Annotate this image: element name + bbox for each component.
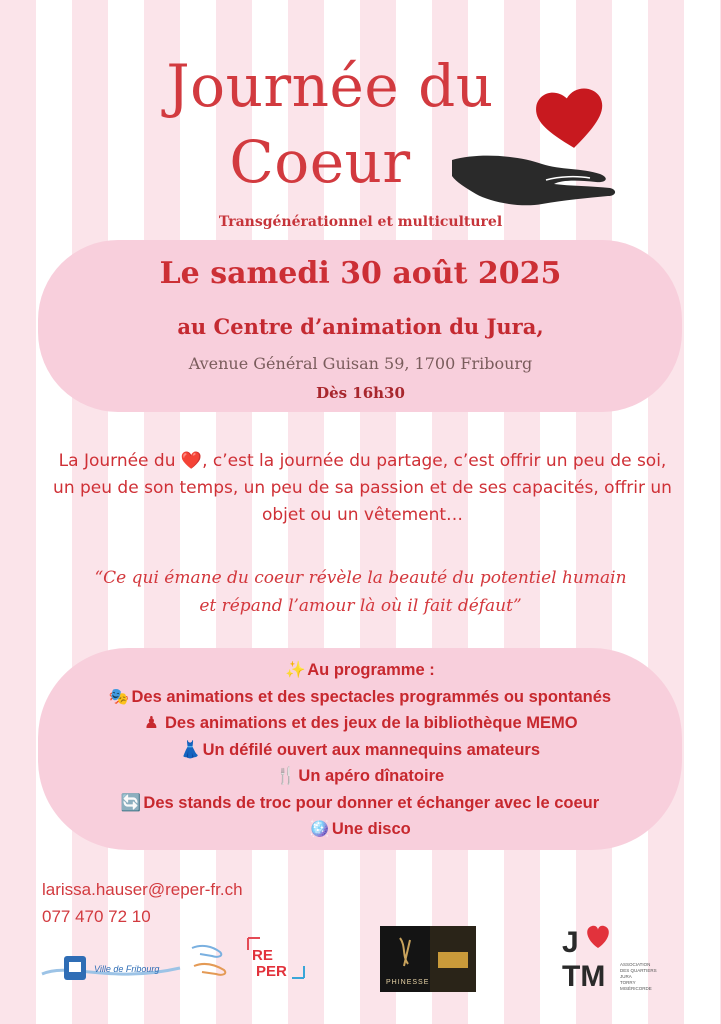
event-date: Le samedi 30 août 2025 xyxy=(159,256,562,291)
theater-masks-icon: 🎭 xyxy=(108,687,130,706)
contact-phone[interactable]: 077 470 72 10 xyxy=(42,907,151,926)
program-item xyxy=(38,737,682,764)
contact-block xyxy=(42,876,243,930)
quote-line-1: “Ce qui émane du coeur révèle la beauté du potentiel humain xyxy=(94,568,627,588)
ville-de-fribourg-logo xyxy=(40,944,182,992)
jtm-logo-tm: TM xyxy=(562,960,606,990)
event-venue: au Centre d’animation du Jura, xyxy=(177,314,544,339)
program-item-text: Des stands de troc pour donner et échanger avec le coeur xyxy=(143,793,600,812)
reper-logo xyxy=(244,932,308,984)
reper-logo-top: RE xyxy=(252,947,273,964)
jtm-logo xyxy=(560,922,670,990)
program-item xyxy=(38,710,682,737)
subtitle: Transgénérationnel et multiculturel xyxy=(218,214,503,230)
program-item-text: Un apéro dînatoire xyxy=(298,767,445,785)
jtm-org-line-4: TORRY xyxy=(620,980,636,985)
jtm-org-line-2: DES QUARTIERS xyxy=(620,968,657,973)
jtm-org-line-1: ASSOCIATION xyxy=(620,962,651,967)
heart-emoji-icon: ❤️ xyxy=(180,451,203,471)
title-line-2: Coeur xyxy=(229,128,411,196)
program-item xyxy=(38,816,682,843)
disco-ball-icon: 🪩 xyxy=(309,820,330,838)
phinesse-logo-text: PHINESSE xyxy=(386,979,430,986)
quote-line-2: et répand l’amour là où il fait défaut” xyxy=(199,596,522,616)
quote xyxy=(40,564,681,620)
program-item xyxy=(38,684,682,711)
jtm-org-line-3: JURA xyxy=(620,974,632,979)
program-item xyxy=(38,790,682,817)
event-time: Dès 16h30 xyxy=(316,384,405,402)
title-line-1: Journée du xyxy=(166,52,494,120)
exchange-arrows-icon: 🔄 xyxy=(120,793,142,812)
hands-logo xyxy=(186,940,234,986)
dress-icon: 👗 xyxy=(179,740,201,759)
jtm-logo-j: J xyxy=(562,926,579,959)
intro-text-end: , c’est la journée du partage, c’est offrir un peu de soi, un peu de son temps, un peu de sa passion et de ses capacités, offrir un objet ou un vêtement… xyxy=(53,451,672,525)
phinesse-logo xyxy=(380,926,476,992)
heart-icon xyxy=(534,86,608,152)
program-heading xyxy=(38,657,682,684)
program-item-text: Une disco xyxy=(331,820,411,838)
program-item-text: Des animations et des spectacles programmés ou spontanés xyxy=(131,687,612,706)
sparkles-icon: ✨ xyxy=(285,661,306,679)
intro-text-start: La Journée du xyxy=(58,451,181,471)
program-item xyxy=(38,763,682,790)
contact-email[interactable]: larissa.hauser@reper-fr.ch xyxy=(42,880,243,899)
reper-logo-bottom: PER xyxy=(256,963,287,980)
program-item-text: Un défilé ouvert aux mannequins amateurs xyxy=(202,740,540,759)
program-item-text: Des animations et des jeux de la bibliothèque MEMO xyxy=(165,714,578,732)
event-address: Avenue Général Guisan 59, 1700 Fribourg xyxy=(188,354,533,373)
program-heading-label: Au programme : xyxy=(307,661,435,679)
chessboard-icon: ♟ xyxy=(144,714,159,732)
jtm-org-line-5: MISÉRICORDE xyxy=(620,986,652,990)
intro-paragraph xyxy=(50,448,675,529)
ville-logo-text: Ville de Fribourg xyxy=(94,964,160,974)
open-hand-icon xyxy=(450,150,620,212)
fork-knife-icon: 🍴 xyxy=(275,767,297,785)
program-list xyxy=(38,657,682,843)
